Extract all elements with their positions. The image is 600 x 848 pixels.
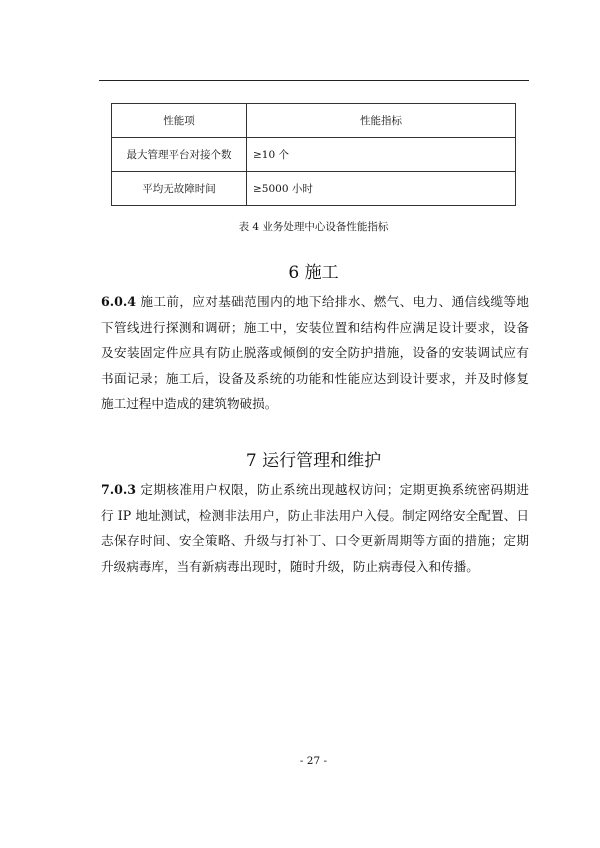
page-number: - 27 - xyxy=(299,755,328,767)
table-header-cell: 性能项 xyxy=(112,104,247,138)
performance-table xyxy=(111,103,516,206)
clause-7-0-3 xyxy=(101,477,529,579)
section-7-heading: 7 运行管理和维护 xyxy=(245,451,382,471)
table-caption: 表 4 业务处理中心设备性能指标 xyxy=(238,221,389,233)
clause-6-0-4 xyxy=(101,289,529,417)
table-cell: 最大管理平台对接个数 xyxy=(112,138,247,172)
table-header-row xyxy=(112,104,516,138)
table-cell: 平均无故障时间 xyxy=(112,172,247,206)
table-cell: ≥10 个 xyxy=(247,138,516,172)
table-row xyxy=(112,138,516,172)
clause-number: 6.0.4 xyxy=(101,294,137,309)
table-row xyxy=(112,172,516,206)
section-6-heading: 6 施工 xyxy=(288,263,339,283)
table-cell: ≥5000 小时 xyxy=(247,172,516,206)
clause-text: 定期核准用户权限，防止系统出现越权访问；定期更换系统密码期进行 IP 地址测试，检测非法用户，防止非法用户入侵。制定网络安全配置、日志保存时间、安全策略、升级与打补丁、口令更新周期等方面的措施；定期升级病毒库，当有新病毒出现时，随时升级，防止病毒侵入和传播。 xyxy=(101,482,529,574)
clause-text: 施工前，应对基础范围内的地下给排水、燃气、电力、通信线缆等地下管线进行探测和调研；施工中，安装位置和结构件应满足设计要求，设备及安装固定件应具有防止脱落或倾倒的安全防护措施，设备的安装调试应有书面记录；施工后，设备及系统的功能和性能应达到设计要求，并及时修复施工过程中造成的建筑物破损。 xyxy=(101,294,529,412)
header-rule xyxy=(99,80,529,81)
clause-number: 7.0.3 xyxy=(101,482,137,497)
table-header-cell: 性能指标 xyxy=(247,104,516,138)
